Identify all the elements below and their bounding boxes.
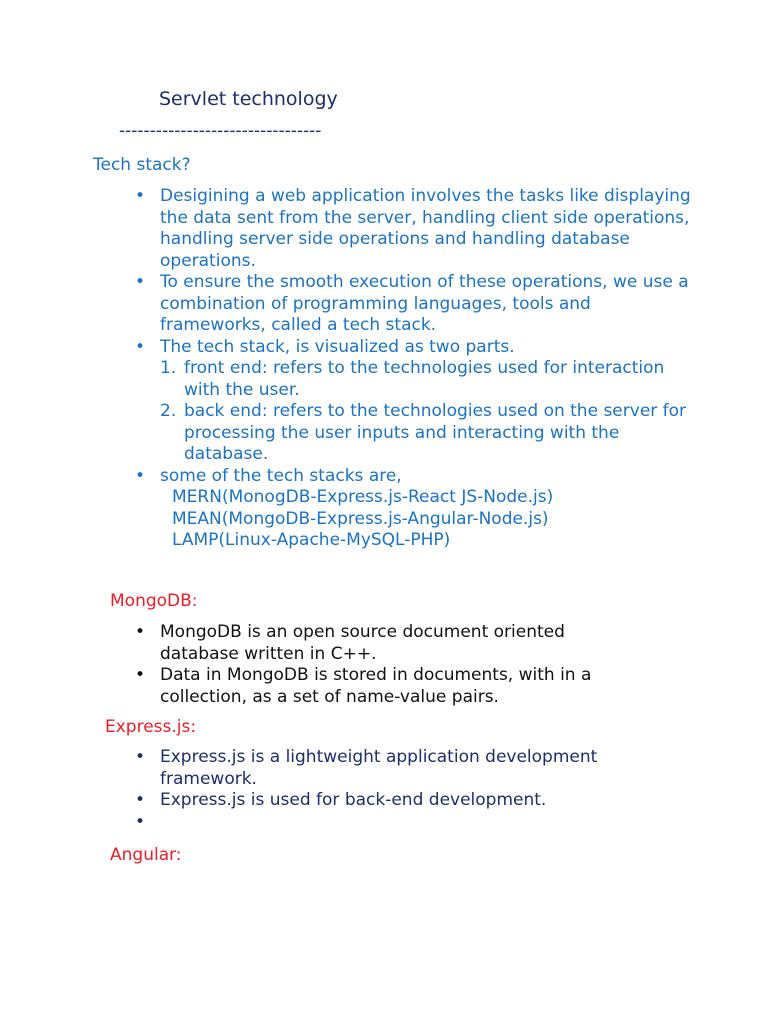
list-item-text: MongoDB is an open source document oriented database written in C++. [160, 622, 565, 664]
bullet-icon: • [135, 665, 146, 685]
list-item-text: Express.js is used for back-end development. [160, 790, 547, 810]
bullet-icon: • [135, 272, 146, 292]
page-title: Servlet technology [159, 88, 338, 110]
tech-stack-heading: Tech stack? [93, 155, 191, 175]
numbered-item-text: back end: refers to the technologies used on the server for processing the user inputs and interacting with the database. [184, 401, 687, 464]
list-item [135, 272, 695, 337]
list-item-text: Express.js is a lightweight application development framework. [160, 747, 598, 789]
bullet-icon: • [135, 747, 146, 767]
list-item [135, 665, 635, 708]
stack-lamp: LAMP(Linux-Apache-MySQL-PHP) [172, 530, 451, 550]
mongodb-heading: MongoDB: [110, 591, 198, 611]
tech-stack-list [135, 186, 695, 552]
list-item [135, 747, 655, 790]
list-item [135, 812, 655, 834]
list-item-text: some of the tech stacks are, [160, 465, 402, 486]
stack-mern: MERN(MonogDB-Express.js-React JS-Node.js) [172, 487, 554, 507]
list-item-text: The tech stack, is visualized as two parts. [160, 336, 515, 357]
list-item-text: Data in MongoDB is stored in documents, with in a collection, as a set of name-value pairs. [160, 665, 592, 707]
list-item-text: Desigining a web application involves the tasks like displaying the data sent from the server, handling client side operations, handling server side operations and handling database operations. [160, 186, 691, 271]
list-item [135, 790, 655, 812]
numbered-item [160, 401, 695, 466]
list-item [135, 186, 695, 272]
tech-stack-parts [160, 358, 695, 466]
express-heading: Express.js: [105, 717, 197, 737]
bullet-icon: • [135, 465, 146, 486]
item-number: 1. [160, 358, 177, 378]
stack-mean: MEAN(MongoDB-Express.js-Angular-Node.js) [172, 508, 549, 529]
list-item-text: To ensure the smooth execution of these operations, we use a combination of programming languages, tools and frameworks, called a tech stack. [160, 272, 689, 335]
list-item-text [160, 812, 165, 832]
list-item [135, 466, 695, 552]
express-list [135, 747, 655, 833]
list-item [135, 337, 695, 466]
angular-heading: Angular: [110, 845, 182, 865]
bullet-icon: • [135, 186, 146, 206]
list-item [135, 622, 635, 665]
bullet-icon: • [135, 622, 146, 642]
mongodb-list [135, 622, 635, 708]
bullet-icon: • [135, 811, 146, 832]
item-number: 2. [160, 401, 177, 421]
numbered-item-text: front end: refers to the technologies used for interaction with the user. [184, 358, 665, 400]
bullet-icon: • [135, 336, 146, 357]
numbered-item [160, 358, 695, 401]
bullet-icon: • [135, 790, 146, 810]
title-divider: --------------------------------- [119, 121, 322, 141]
